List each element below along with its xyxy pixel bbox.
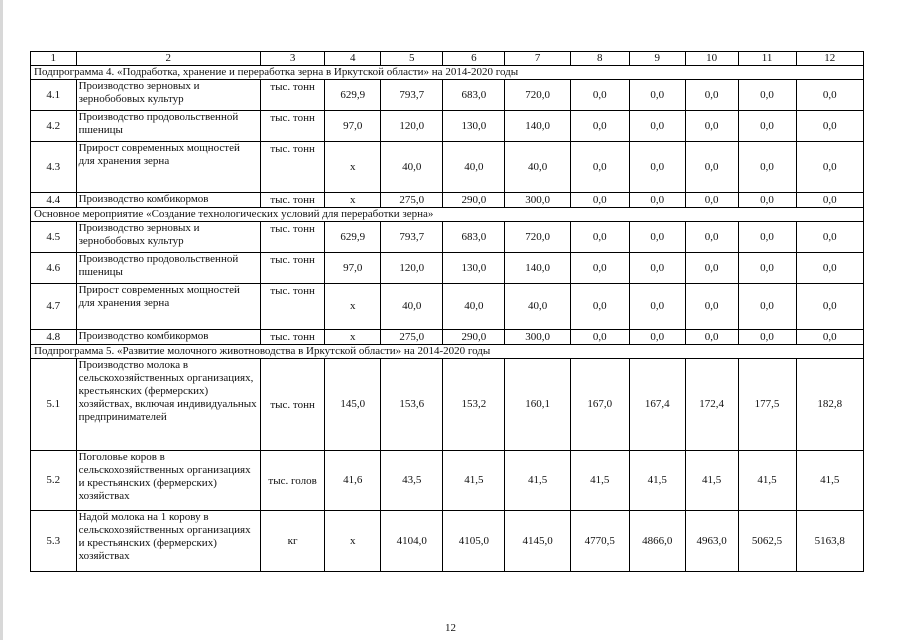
unit-of-measure: тыс. тонн <box>260 80 324 111</box>
value-cell: 41,5 <box>629 451 685 511</box>
value-cell: 140,0 <box>505 111 570 142</box>
indicators-table <box>30 51 864 572</box>
table-body <box>31 52 864 572</box>
indicator-name: Прирост современных мощностей для хранения зерна <box>76 284 260 330</box>
value-cell: 153,2 <box>443 359 505 451</box>
column-number: 5 <box>381 52 443 66</box>
unit-of-measure: тыс. тонн <box>260 193 324 208</box>
indicator-name: Производство продовольственной пшеницы <box>76 111 260 142</box>
value-cell: 130,0 <box>443 111 505 142</box>
unit-of-measure: тыс. тонн <box>260 222 324 253</box>
indicator-name: Производство продовольственной пшеницы <box>76 253 260 284</box>
value-cell: 120,0 <box>381 111 443 142</box>
table-row <box>31 193 864 208</box>
indicator-name: Производство комбикормов <box>76 330 260 345</box>
unit-of-measure: тыс. тонн <box>260 142 324 193</box>
value-cell: 0,0 <box>796 193 863 208</box>
value-cell: 0,0 <box>685 253 738 284</box>
value-cell: 0,0 <box>796 111 863 142</box>
table-row <box>31 222 864 253</box>
table-row <box>31 284 864 330</box>
value-cell: 41,6 <box>325 451 381 511</box>
row-number: 4.7 <box>31 284 77 330</box>
value-cell: 41,5 <box>505 451 570 511</box>
indicator-name: Производство зерновых и зернобобовых культур <box>76 222 260 253</box>
value-cell: 0,0 <box>796 253 863 284</box>
section-title: Основное мероприятие «Создание технологических условий для переработки зерна» <box>31 208 864 222</box>
value-cell: 0,0 <box>738 142 796 193</box>
value-cell: 40,0 <box>443 284 505 330</box>
value-cell: 0,0 <box>629 330 685 345</box>
row-number: 4.4 <box>31 193 77 208</box>
unit-of-measure: кг <box>260 511 324 572</box>
value-cell: 0,0 <box>685 193 738 208</box>
value-cell: 0,0 <box>685 142 738 193</box>
value-cell: 0,0 <box>738 193 796 208</box>
column-number: 10 <box>685 52 738 66</box>
value-cell: 0,0 <box>738 330 796 345</box>
column-number: 6 <box>443 52 505 66</box>
value-cell: х <box>325 511 381 572</box>
header-row <box>31 52 864 66</box>
value-cell: 683,0 <box>443 80 505 111</box>
value-cell: 4963,0 <box>685 511 738 572</box>
value-cell: 97,0 <box>325 111 381 142</box>
value-cell: 0,0 <box>629 253 685 284</box>
value-cell: 0,0 <box>796 80 863 111</box>
unit-of-measure: тыс. тонн <box>260 111 324 142</box>
value-cell: 0,0 <box>570 111 629 142</box>
value-cell: 0,0 <box>796 284 863 330</box>
value-cell: х <box>325 284 381 330</box>
value-cell: 140,0 <box>505 253 570 284</box>
subprogram-row <box>31 66 864 80</box>
value-cell: х <box>325 330 381 345</box>
value-cell: 0,0 <box>570 142 629 193</box>
table-row <box>31 142 864 193</box>
indicator-name: Прирост современных мощностей для хранения зерна <box>76 142 260 193</box>
row-number: 5.1 <box>31 359 77 451</box>
value-cell: 275,0 <box>381 330 443 345</box>
value-cell: х <box>325 193 381 208</box>
unit-of-measure: тыс. тонн <box>260 359 324 451</box>
value-cell: 793,7 <box>381 80 443 111</box>
column-number: 2 <box>76 52 260 66</box>
value-cell: 0,0 <box>570 253 629 284</box>
value-cell: 0,0 <box>738 284 796 330</box>
row-number: 4.2 <box>31 111 77 142</box>
indicator-name: Надой молока на 1 корову в сельскохозяйственных организациях и крестьянских (фермерских) хозяйствах <box>76 511 260 572</box>
row-number: 4.6 <box>31 253 77 284</box>
value-cell: 0,0 <box>796 222 863 253</box>
value-cell: 0,0 <box>570 80 629 111</box>
value-cell: 0,0 <box>738 80 796 111</box>
value-cell: 153,6 <box>381 359 443 451</box>
value-cell: 0,0 <box>570 222 629 253</box>
value-cell: 41,5 <box>570 451 629 511</box>
value-cell: 0,0 <box>796 330 863 345</box>
indicator-name: Производство комбикормов <box>76 193 260 208</box>
value-cell: 41,5 <box>685 451 738 511</box>
value-cell: 145,0 <box>325 359 381 451</box>
table-row <box>31 359 864 451</box>
column-number: 11 <box>738 52 796 66</box>
value-cell: 40,0 <box>381 284 443 330</box>
page-number: 12 <box>445 622 456 634</box>
value-cell: 0,0 <box>570 284 629 330</box>
value-cell: 720,0 <box>505 222 570 253</box>
value-cell: 40,0 <box>381 142 443 193</box>
value-cell: 0,0 <box>629 284 685 330</box>
table-row <box>31 511 864 572</box>
value-cell: 41,5 <box>443 451 505 511</box>
row-number: 5.3 <box>31 511 77 572</box>
value-cell: 41,5 <box>796 451 863 511</box>
value-cell: 4770,5 <box>570 511 629 572</box>
table-row <box>31 253 864 284</box>
value-cell: 182,8 <box>796 359 863 451</box>
section-title: Подпрограмма 5. «Развитие молочного животноводства в Иркутской области» на 2014-2020 годы <box>31 345 864 359</box>
value-cell: 40,0 <box>505 142 570 193</box>
column-number: 8 <box>570 52 629 66</box>
value-cell: 0,0 <box>629 142 685 193</box>
value-cell: 177,5 <box>738 359 796 451</box>
unit-of-measure: тыс. тонн <box>260 284 324 330</box>
value-cell: 0,0 <box>685 284 738 330</box>
value-cell: 43,5 <box>381 451 443 511</box>
value-cell: 40,0 <box>443 142 505 193</box>
indicator-name: Производство молока в сельскохозяйственных организациях, крестьянских (фермерских) хозяйствах, включая индивидуальных предпринимателей <box>76 359 260 451</box>
value-cell: 5163,8 <box>796 511 863 572</box>
value-cell: 4104,0 <box>381 511 443 572</box>
unit-of-measure: тыс. голов <box>260 451 324 511</box>
column-number: 9 <box>629 52 685 66</box>
table-row <box>31 330 864 345</box>
value-cell: 793,7 <box>381 222 443 253</box>
value-cell: 0,0 <box>629 193 685 208</box>
value-cell: 40,0 <box>505 284 570 330</box>
value-cell: 300,0 <box>505 330 570 345</box>
row-number: 5.2 <box>31 451 77 511</box>
value-cell: 5062,5 <box>738 511 796 572</box>
column-number: 1 <box>31 52 77 66</box>
value-cell: х <box>325 142 381 193</box>
value-cell: 160,1 <box>505 359 570 451</box>
row-number: 4.1 <box>31 80 77 111</box>
table-row <box>31 451 864 511</box>
column-number: 7 <box>505 52 570 66</box>
section-title: Подпрограмма 4. «Подработка, хранение и переработка зерна в Иркутской области» на 2014-2020 годы <box>31 66 864 80</box>
value-cell: 720,0 <box>505 80 570 111</box>
value-cell: 4866,0 <box>629 511 685 572</box>
unit-of-measure: тыс. тонн <box>260 253 324 284</box>
value-cell: 0,0 <box>738 222 796 253</box>
value-cell: 290,0 <box>443 330 505 345</box>
column-number: 3 <box>260 52 324 66</box>
value-cell: 0,0 <box>685 222 738 253</box>
indicator-name: Производство зерновых и зернобобовых культур <box>76 80 260 111</box>
value-cell: 167,4 <box>629 359 685 451</box>
page-edge <box>0 0 3 640</box>
value-cell: 120,0 <box>381 253 443 284</box>
value-cell: 172,4 <box>685 359 738 451</box>
main-activity-row <box>31 208 864 222</box>
value-cell: 0,0 <box>685 80 738 111</box>
value-cell: 97,0 <box>325 253 381 284</box>
value-cell: 0,0 <box>570 193 629 208</box>
row-number: 4.8 <box>31 330 77 345</box>
value-cell: 0,0 <box>796 142 863 193</box>
value-cell: 629,9 <box>325 80 381 111</box>
value-cell: 683,0 <box>443 222 505 253</box>
value-cell: 275,0 <box>381 193 443 208</box>
subprogram-row <box>31 345 864 359</box>
table-row <box>31 80 864 111</box>
value-cell: 629,9 <box>325 222 381 253</box>
column-number: 4 <box>325 52 381 66</box>
indicator-name: Поголовье коров в сельскохозяйственных организациях и крестьянских (фермерских) хозяйствах <box>76 451 260 511</box>
value-cell: 0,0 <box>685 330 738 345</box>
value-cell: 300,0 <box>505 193 570 208</box>
unit-of-measure: тыс. тонн <box>260 330 324 345</box>
value-cell: 0,0 <box>570 330 629 345</box>
row-number: 4.5 <box>31 222 77 253</box>
value-cell: 0,0 <box>629 80 685 111</box>
value-cell: 0,0 <box>738 111 796 142</box>
value-cell: 167,0 <box>570 359 629 451</box>
value-cell: 41,5 <box>738 451 796 511</box>
value-cell: 0,0 <box>738 253 796 284</box>
column-number: 12 <box>796 52 863 66</box>
value-cell: 0,0 <box>629 222 685 253</box>
value-cell: 130,0 <box>443 253 505 284</box>
table-row <box>31 111 864 142</box>
value-cell: 4145,0 <box>505 511 570 572</box>
value-cell: 0,0 <box>629 111 685 142</box>
value-cell: 290,0 <box>443 193 505 208</box>
row-number: 4.3 <box>31 142 77 193</box>
value-cell: 4105,0 <box>443 511 505 572</box>
value-cell: 0,0 <box>685 111 738 142</box>
